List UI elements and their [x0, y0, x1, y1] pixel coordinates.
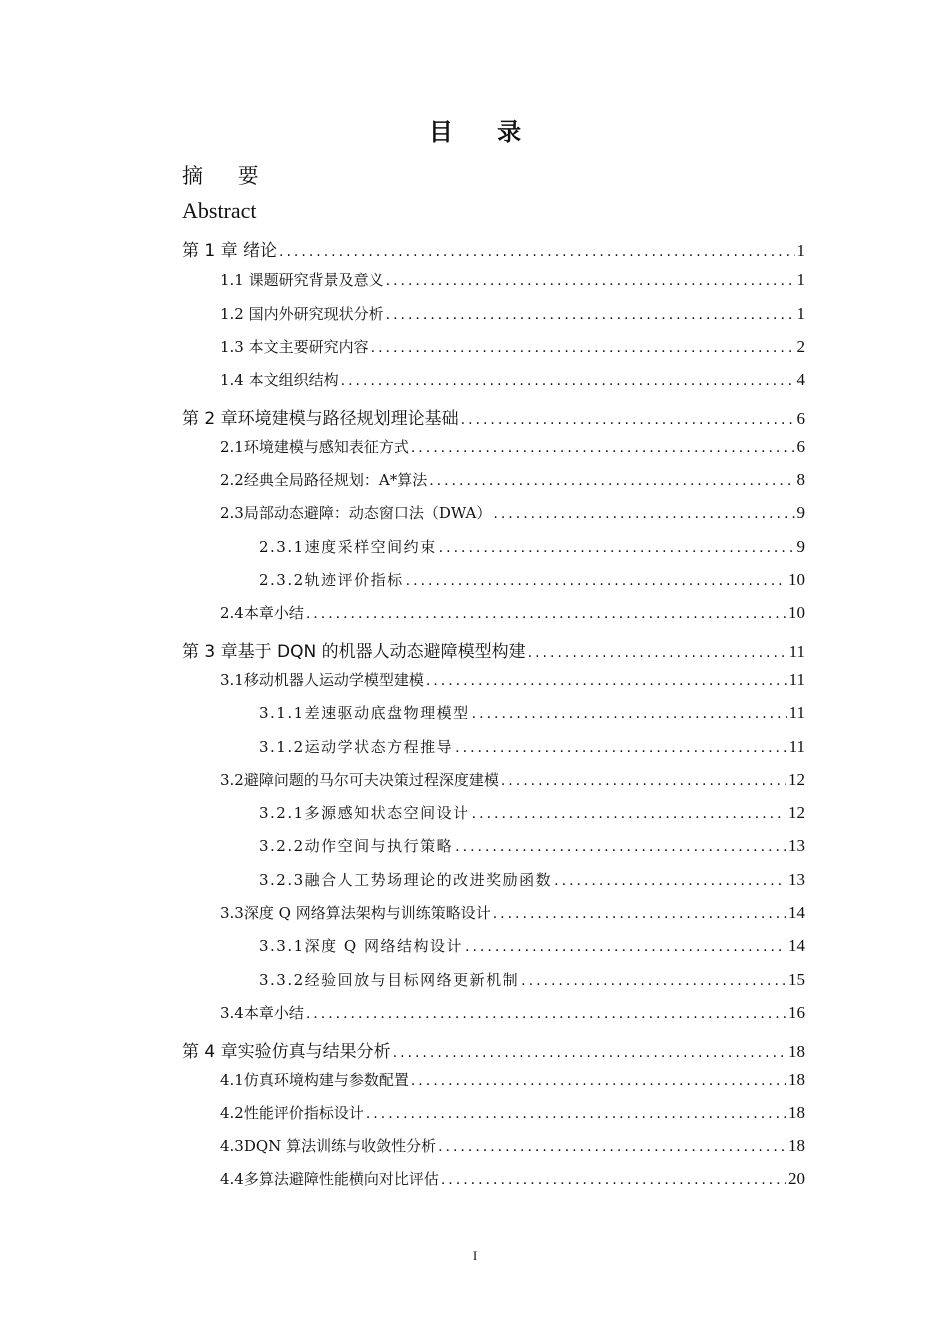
toc-entry-page: 9 — [796, 503, 805, 523]
toc-entry-page: 18 — [788, 1041, 805, 1061]
toc-entry-title: 2.3局部动态避障：动态窗口法（DWA） — [220, 504, 492, 523]
toc-entry[interactable] — [259, 969, 805, 990]
toc-entry-page: 1 — [796, 270, 805, 290]
toc-entry-title: 1.4 本文组织结构 — [220, 371, 339, 390]
toc-entry-title: 3.2避障问题的马尔可夫决策过程深度建模 — [220, 770, 499, 789]
toc-entry-title: 2.3.2轨迹评价指标 — [259, 571, 404, 589]
toc-entry[interactable] — [220, 602, 805, 623]
toc-entry-page: 14 — [788, 936, 805, 956]
toc-entry[interactable] — [259, 702, 805, 723]
toc-entry[interactable] — [220, 1002, 805, 1023]
toc-entry-page: 16 — [788, 1002, 805, 1022]
toc-entry-title: 第 2 章环境建模与路径规划理论基础 — [182, 409, 459, 429]
toc-leader-dots — [493, 506, 794, 522]
toc-leader-dots — [366, 1106, 786, 1122]
toc-leader-dots — [501, 773, 786, 789]
toc-entry-page: 18 — [788, 1102, 805, 1122]
toc-entry-title: 3.1移动机器人运动学模型建模 — [220, 670, 424, 689]
toc-entry[interactable] — [220, 436, 805, 457]
toc-entry-page: 2 — [796, 336, 805, 356]
toc-entry-page: 12 — [788, 803, 805, 823]
toc-leader-dots — [528, 645, 787, 661]
toc-entry[interactable] — [182, 236, 805, 261]
toc-entry-title: 3.4本章小结 — [220, 1003, 304, 1022]
toc-entry-title: 3.1.2运动学状态方程推导 — [259, 737, 454, 756]
toc-leader-dots — [306, 606, 786, 622]
toc-leader-dots — [438, 1139, 786, 1155]
toc-abstract-cn[interactable]: 摘 要 — [182, 164, 273, 188]
toc-entry[interactable] — [259, 869, 805, 890]
toc-entry-title: 1.1 课题研究背景及意义 — [220, 271, 384, 290]
toc-entry-page: 4 — [796, 370, 805, 390]
toc-entry-title: 4.3DQN 算法训练与收敛性分析 — [220, 1137, 437, 1156]
toc-abstract-en[interactable]: Abstract — [182, 198, 257, 223]
toc-entry[interactable] — [182, 637, 805, 662]
toc-entry[interactable] — [220, 669, 805, 690]
toc-leader-dots — [386, 273, 795, 289]
toc-entry[interactable] — [220, 502, 805, 523]
toc-entry-page: 11 — [788, 703, 805, 723]
toc-entry-title: 3.1.1差速驱动底盘物理模型 — [259, 704, 470, 723]
toc-entry[interactable] — [220, 902, 805, 923]
toc-entry-page: 14 — [788, 903, 805, 922]
toc-entry[interactable] — [220, 1102, 805, 1123]
toc-entry[interactable] — [259, 536, 805, 557]
toc-entry-page: 10 — [788, 603, 805, 623]
page-number: I — [472, 1248, 478, 1263]
toc-entry-page: 13 — [788, 869, 805, 889]
toc-entry[interactable] — [259, 736, 805, 757]
page-title: 目 录 — [428, 118, 540, 146]
toc-entry-title: 3.3深度 Q 网络算法架构与训练策略设计 — [220, 904, 491, 922]
toc-entry-page: 8 — [796, 470, 805, 490]
toc-leader-dots — [406, 573, 786, 589]
toc-entry-page: 18 — [788, 1136, 805, 1156]
toc-entry-page: 18 — [788, 1069, 805, 1089]
toc-entry-title: 4.1仿真环境构建与参数配置 — [220, 1070, 409, 1089]
toc-leader-dots — [429, 473, 794, 489]
toc-entry-page: 10 — [788, 570, 805, 589]
toc-entry-title: 2.1环境建模与感知表征方式 — [220, 437, 409, 456]
toc-entry-title: 3.2.1多源感知状态空间设计 — [259, 804, 470, 823]
toc-entry-page: 15 — [788, 969, 805, 989]
toc-leader-dots — [472, 706, 787, 722]
toc-entry-title: 2.4本章小结 — [220, 604, 304, 623]
toc-leader-dots — [411, 1073, 786, 1089]
toc-leader-dots — [426, 673, 787, 689]
toc-entry-title: 3.3.2经验回放与目标网络更新机制 — [259, 970, 520, 989]
toc-entry[interactable] — [220, 469, 805, 490]
toc-entry-page: 13 — [788, 836, 805, 856]
toc-leader-dots — [386, 307, 795, 323]
toc-entry-title: 4.2性能评价指标设计 — [220, 1103, 364, 1122]
toc-entry-page: 9 — [796, 536, 805, 556]
toc-leader-dots — [393, 1045, 786, 1061]
toc-entry[interactable] — [220, 369, 805, 390]
toc-leader-dots — [441, 1172, 786, 1188]
toc-leader-dots — [439, 540, 795, 556]
toc-entry-page: 20 — [788, 1169, 805, 1189]
toc-leader-dots — [465, 939, 786, 955]
toc-entry-page: 11 — [788, 736, 805, 756]
toc-entry[interactable] — [220, 1168, 805, 1189]
toc-entry-page: 1 — [796, 241, 805, 260]
toc-entry[interactable] — [220, 269, 805, 290]
toc-entry-title: 4.4多算法避障性能横向对比评估 — [220, 1170, 439, 1189]
toc-entry-page: 6 — [796, 409, 805, 428]
toc-entry-page: 11 — [788, 669, 805, 689]
toc-entry-title: 2.3.1速度采样空间约束 — [259, 537, 437, 556]
toc-leader-dots — [341, 373, 795, 389]
toc-leader-dots — [411, 440, 795, 456]
toc-leader-dots — [279, 244, 794, 260]
toc-entry[interactable] — [259, 802, 805, 823]
toc-entry[interactable] — [220, 769, 805, 790]
toc-entry[interactable] — [259, 935, 805, 956]
toc-entry[interactable] — [182, 404, 805, 429]
toc-entry-title: 3.3.1深度 Q 网络结构设计 — [259, 937, 464, 956]
toc-entry-title: 第 1 章 绪论 — [182, 241, 278, 261]
toc-leader-dots — [493, 906, 786, 922]
toc-leader-dots — [472, 806, 786, 822]
toc-entry-page: 11 — [788, 642, 805, 662]
toc-leader-dots — [455, 740, 786, 756]
toc-leader-dots — [521, 973, 786, 989]
toc-entry[interactable] — [259, 835, 805, 856]
toc-entry-page: 1 — [796, 303, 805, 323]
toc-entry-title: 1.2 国内外研究现状分析 — [220, 304, 384, 323]
toc-entry[interactable] — [220, 1135, 805, 1156]
toc-leader-dots — [306, 1006, 786, 1022]
toc-entry[interactable] — [220, 1069, 805, 1090]
toc-entry-title: 3.2.2动作空间与执行策略 — [259, 837, 454, 856]
toc-leader-dots — [554, 873, 786, 889]
toc-entry-title: 2.2经典全局路径规划：A*算法 — [220, 471, 428, 490]
toc-entry-title: 第 4 章实验仿真与结果分析 — [182, 1041, 391, 1062]
toc-entry-title: 1.3 本文主要研究内容 — [220, 337, 369, 356]
toc-entry-title: 第 3 章基于 DQN 的机器人动态避障模型构建 — [182, 642, 526, 663]
toc-entry[interactable] — [182, 1037, 805, 1062]
toc-entry-page: 6 — [796, 436, 805, 456]
toc-entry-title: 3.2.3融合人工势场理论的改进奖励函数 — [259, 870, 553, 889]
toc-leader-dots — [455, 839, 786, 855]
toc-entry[interactable] — [220, 303, 805, 324]
toc-leader-dots — [461, 412, 795, 428]
toc-entry-page: 12 — [788, 769, 805, 789]
toc-entry[interactable] — [259, 569, 805, 590]
toc-leader-dots — [371, 340, 795, 356]
toc-entry[interactable] — [220, 336, 805, 357]
